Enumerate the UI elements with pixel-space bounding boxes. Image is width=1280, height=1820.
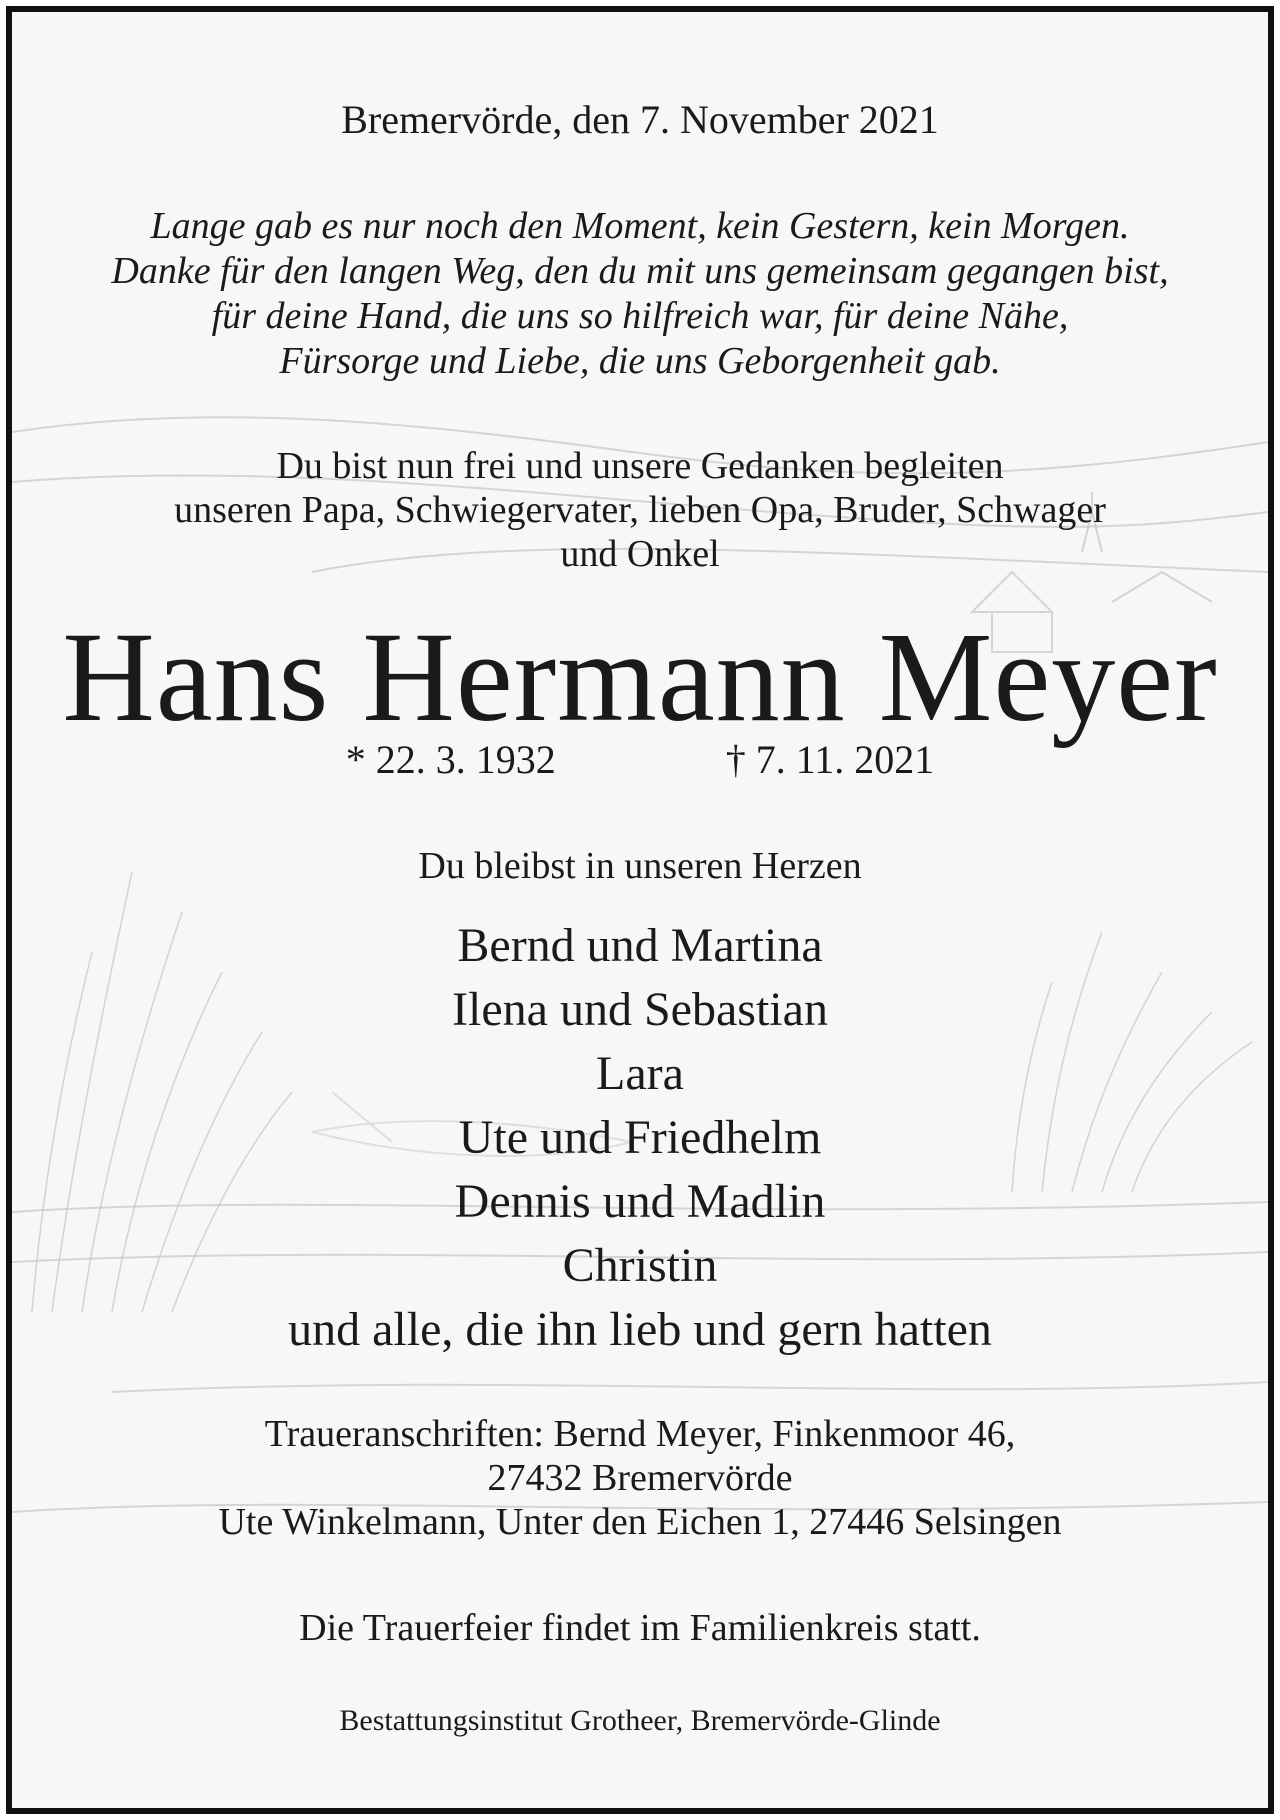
intro-line: und Onkel: [560, 533, 720, 575]
life-dates: [12, 736, 1268, 783]
intro-line: unseren Papa, Schwiegervater, lieben Opa, Bruder, Schwager: [174, 489, 1106, 531]
address-line: Ute Winkelmann, Unter den Eichen 1, 27446 Selsingen: [218, 1501, 1062, 1543]
date-place: Bremervörde, den 7. November 2021: [341, 97, 939, 142]
poem-line: Danke für den langen Weg, den du mit uns gemeinsam gegangen bist,: [111, 250, 1169, 292]
poem-line: für deine Hand, die uns so hilfreich war, für deine Nähe,: [211, 295, 1069, 337]
birth-date: * 22. 3. 1932: [345, 737, 556, 782]
poem-line: Fürsorge und Liebe, die uns Geborgenheit gab.: [279, 340, 1001, 382]
intro-line: Du bist nun frei und unsere Gedanken begleiten: [276, 445, 1004, 487]
mourner-entry: Ilena und Sebastian: [452, 983, 828, 1036]
mourner-entry: Bernd und Martina: [457, 919, 823, 972]
deceased-name: Hans Hermann Meyer: [62, 606, 1218, 748]
obituary-notice: [6, 6, 1274, 1814]
address-line: Traueranschriften: Bernd Meyer, Finkenmoor 46,: [264, 1413, 1016, 1455]
mourner-entry: und alle, die ihn lieb und gern hatten: [288, 1303, 992, 1356]
funeral-home: Bestattungsinstitut Grotheer, Bremervörde-Glinde: [339, 1704, 941, 1737]
poem-verse: [12, 204, 1268, 384]
notice-text: [12, 12, 1268, 1808]
intro-text: [12, 444, 1268, 576]
mourner-entry: Christin: [562, 1239, 718, 1292]
poem-line: Lange gab es nur noch den Moment, kein Gestern, kein Morgen.: [150, 205, 1130, 247]
condolence-address: [12, 1412, 1268, 1544]
service-note: Die Trauerfeier findet im Familienkreis statt.: [299, 1607, 981, 1649]
address-line: 27432 Bremervörde: [487, 1457, 793, 1499]
death-date: † 7. 11. 2021: [725, 737, 935, 782]
mourner-entry: Dennis und Madlin: [454, 1175, 826, 1228]
farewell-line: Du bleibst in unseren Herzen: [418, 845, 862, 887]
mourner-entry: Lara: [596, 1047, 684, 1100]
mourners-list: [12, 914, 1268, 1362]
mourner-entry: Ute und Friedhelm: [458, 1111, 822, 1164]
